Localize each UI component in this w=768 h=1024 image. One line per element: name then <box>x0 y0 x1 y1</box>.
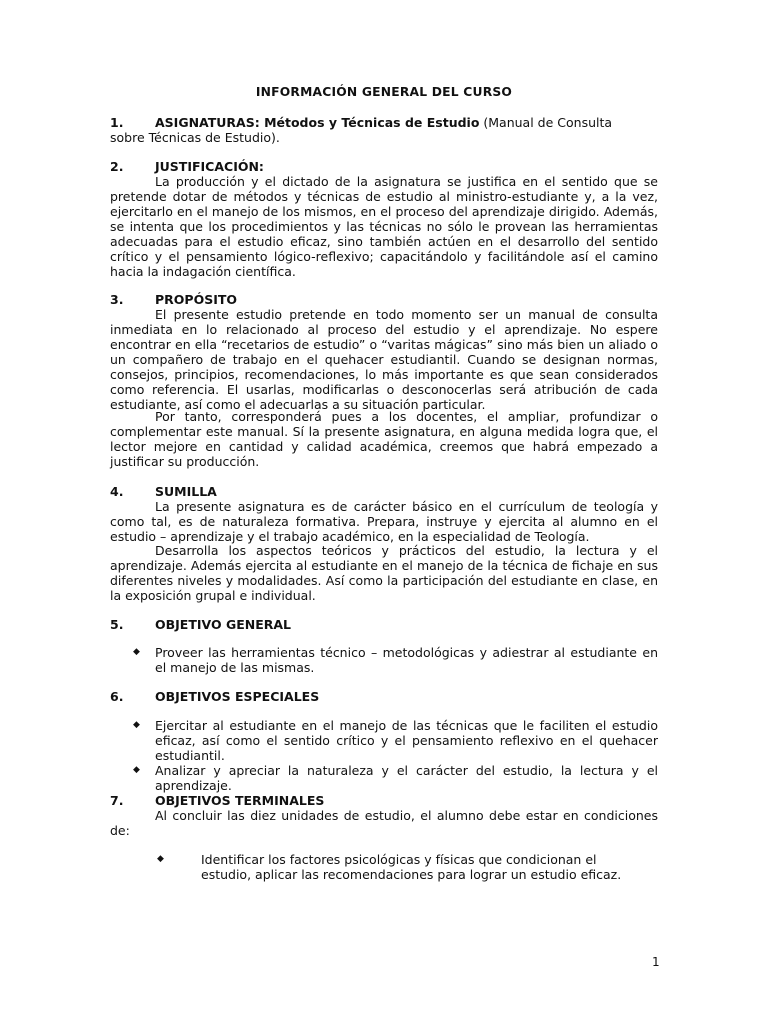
section-3-paragraph-2: Por tanto, corresponderá pues a los docentes, el ampliar, profundizar o complementar este manual. Sí la presente asignatura, en alguna medida logra que, el lector mejore en cantidad y calidad académica, creemos que habrá empezado a justificar su producción. <box>110 409 658 469</box>
section-6-heading <box>110 689 658 704</box>
section-7-bullet-1: Identificar los factores psicológicas y físicas que condicionan el estudio, aplicar las recomendaciones para lograr un estudio eficaz. <box>201 852 622 882</box>
section-4-heading <box>110 484 658 499</box>
section-1-heading <box>110 115 658 130</box>
black-diamond-icon: ◆ <box>133 647 140 657</box>
section-4-number: 4. <box>110 484 124 499</box>
section-5-number: 5. <box>110 617 124 632</box>
section-6-bullet-2: Analizar y apreciar la naturaleza y el carácter del estudio, la lectura y el aprendizaje. <box>155 763 658 793</box>
section-2-number: 2. <box>110 159 124 174</box>
section-3-title: PROPÓSITO <box>155 292 238 307</box>
section-1-title-rest: (Manual de Consulta <box>479 115 613 130</box>
section-3-paragraph-1: El presente estudio pretende en todo momento ser un manual de consulta inmediata en lo relacionado al proceso del estudio y el aprendizaje. No espere encontrar en ella “recetarios de estudio” o “varitas mágicas” sino más bien un aliado o un compañero de trabajo en el quehacer estudiantil. Cuando se designan normas, consejos, principios, recomendaciones, lo más importante es que sean considerados como referencia. El usarlas, modificarlas o desconocerlas será atribución de cada estudiante, así como el adecuarlas a su situación particular. <box>110 307 658 412</box>
section-5-title: OBJETIVO GENERAL <box>155 617 292 632</box>
section-6-title: OBJETIVOS ESPECIALES <box>155 689 320 704</box>
section-4-paragraph-2: Desarrolla los aspectos teóricos y prácticos del estudio, la lectura y el aprendizaje. Además ejercita al estudiante en el manejo de la técnica de fichaje en sus diferentes niveles y modalidades. Así como la participación del estudiante en clase, en la exposición grupal e individual. <box>110 543 658 603</box>
section-7-number: 7. <box>110 793 124 808</box>
black-diamond-icon: ◆ <box>133 765 140 775</box>
section-4-paragraph-1: La presente asignatura es de carácter básico en el currículum de teología y como tal, es de naturaleza formativa. Prepara, instruye y ejercita al alumno en el estudio – aprendizaje y el trabajo académico, en la especialidad de Teología. <box>110 499 658 544</box>
section-1-subtitle: sobre Técnicas de Estudio). <box>110 130 280 145</box>
section-3-number: 3. <box>110 292 124 307</box>
section-2-paragraph: La producción y el dictado de la asignatura se justifica en el sentido que se pretende dotar de métodos y técnicas de estudio al ministro-estudiante y, a la vez, ejercitarlo en el manejo de los mismos, en el proceso del aprendizaje dirigido. Además, se intenta que los procedimientos y las técnicas no sólo le provean las herramientas adecuadas para el estudio eficaz, sino también actúen en el desarrollo del sentido crítico y el pensamiento lógico-reflexivo; capacitándolo y facilitándole así el camino hacia la indagación científica. <box>110 174 658 279</box>
black-diamond-icon: ◆ <box>133 720 140 730</box>
section-1-title: ASIGNATURAS: Métodos y Técnicas de Estudio <box>155 115 480 130</box>
black-diamond-icon: ◆ <box>157 854 164 864</box>
page-number: 1 <box>652 955 660 969</box>
section-5-heading <box>110 617 658 632</box>
section-2-heading <box>110 159 658 174</box>
section-7-title: OBJETIVOS TERMINALES <box>155 793 325 808</box>
section-3-heading <box>110 292 658 307</box>
document-title: INFORMACIÓN GENERAL DEL CURSO <box>255 85 513 99</box>
section-7-paragraph: Al concluir las diez unidades de estudio, el alumno debe estar en condiciones de: <box>110 808 658 838</box>
section-2-title: JUSTIFICACIÓN: <box>155 159 264 174</box>
section-1-number: 1. <box>110 115 124 130</box>
section-7-heading <box>110 793 658 808</box>
section-4-title: SUMILLA <box>155 484 217 499</box>
section-5-bullet-1: Proveer las herramientas técnico – metodológicas y adiestrar al estudiante en el manejo de las mismas. <box>155 645 658 675</box>
section-6-bullet-1: Ejercitar al estudiante en el manejo de las técnicas que le faciliten el estudio eficaz, así como el sentido crítico y el pensamiento reflexivo en el quehacer estudiantil. <box>155 718 658 763</box>
section-6-number: 6. <box>110 689 124 704</box>
